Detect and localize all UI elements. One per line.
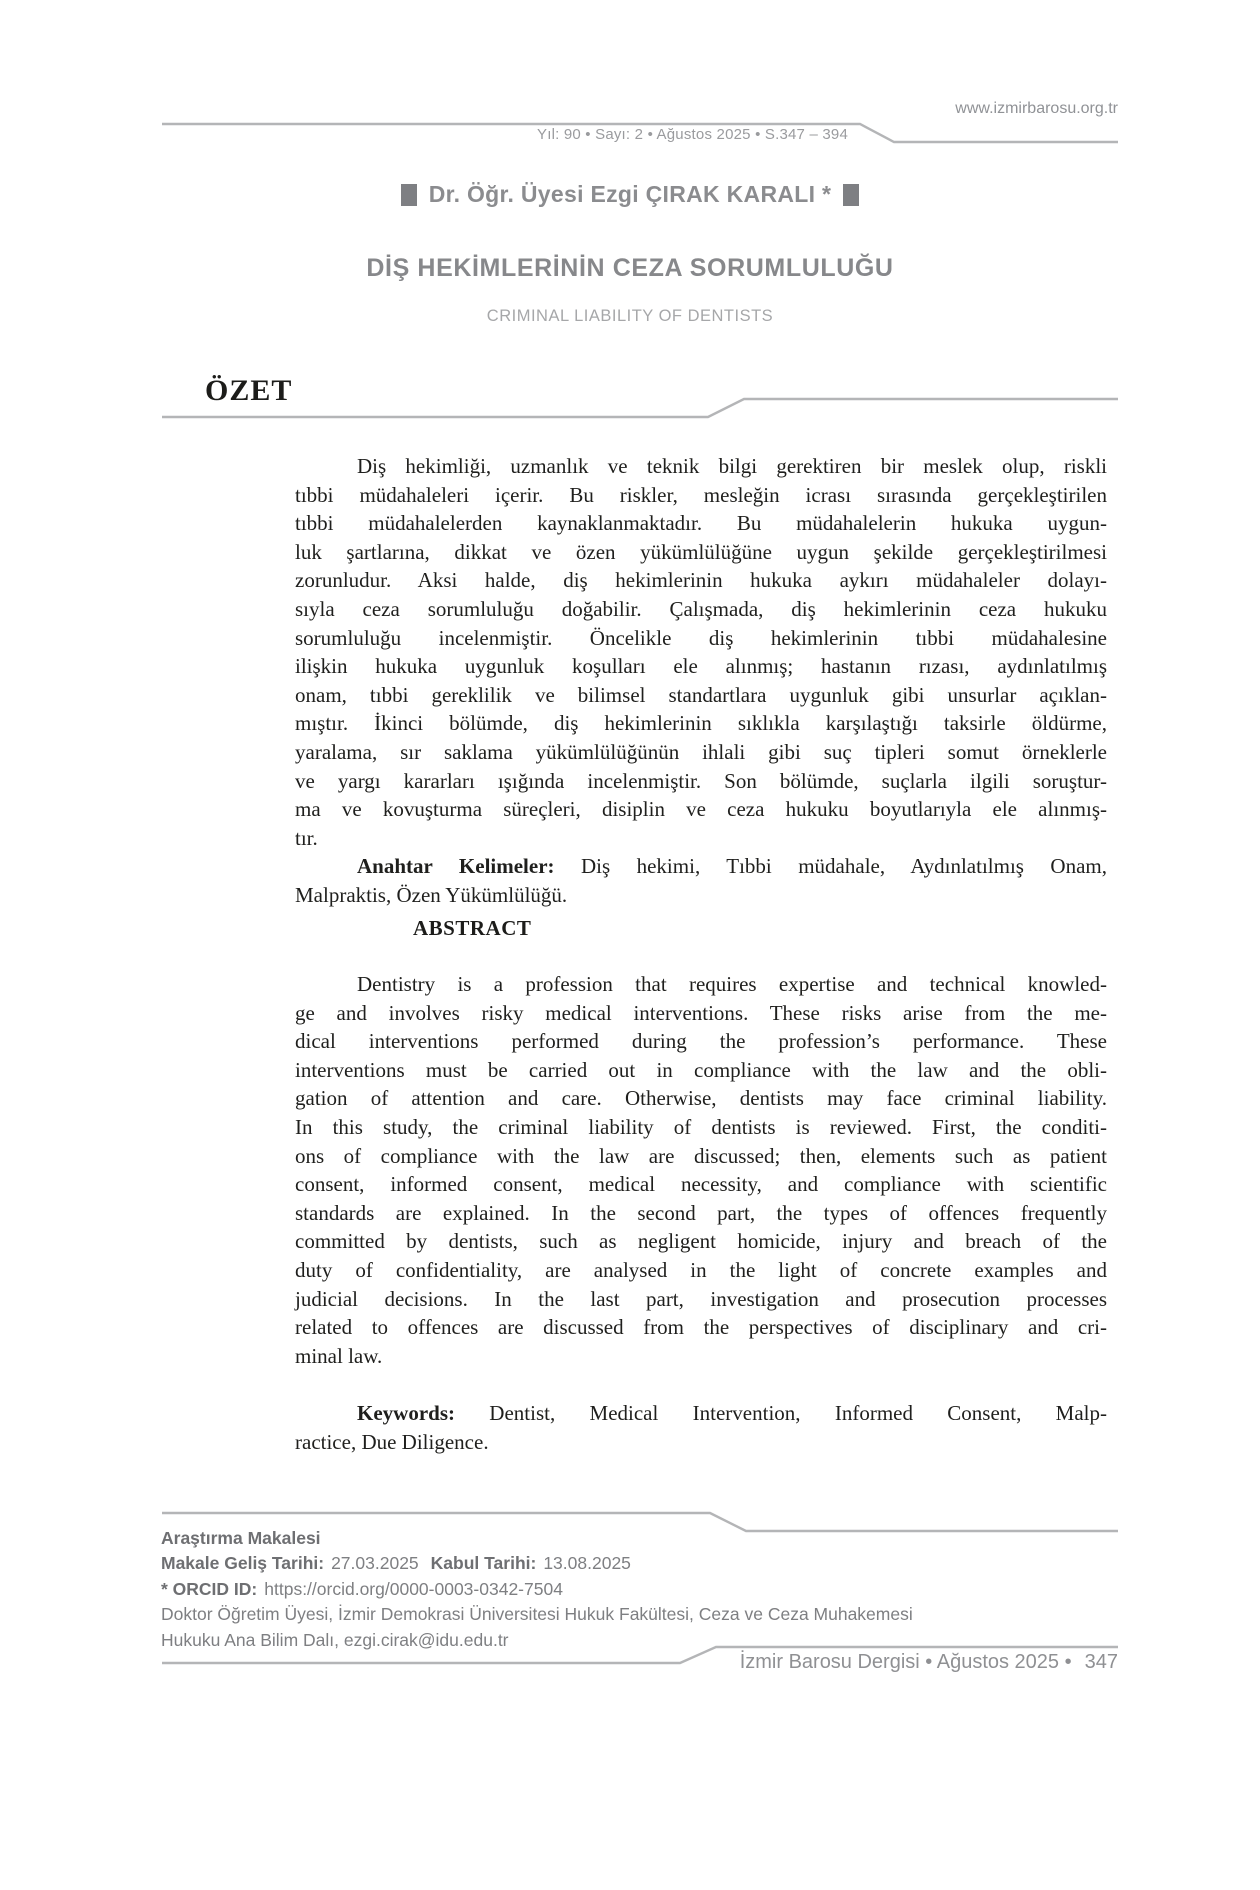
text-line: zorunludur. Aksi halde, diş hekimlerinin hukuka aykırı müdahaleler dolayı- xyxy=(295,568,1107,593)
text-line: dical interventions performed during the profession’s performance. These xyxy=(295,1029,1107,1054)
keywords-en-label: Keywords: xyxy=(357,1401,455,1426)
journal-footer xyxy=(740,1651,1118,1674)
text-line: consent, informed consent, medical necessity, and compliance with scientific xyxy=(295,1172,1107,1197)
affiliation-text: Hukuku Ana Bilim Dalı, xyxy=(161,1629,344,1650)
text-line: ma ve kovuşturma süreçleri, disiplin ve ceza hukuku boyutlarıyla ele alınmış- xyxy=(295,797,1107,822)
author-marker-right-square-icon xyxy=(843,184,859,206)
dates-line xyxy=(161,1551,1119,1576)
text-line: tıbbi müdahaleleri içerir. Bu riskler, mesleğin icrası sırasında gerçekleştirilen xyxy=(295,482,1107,507)
journal-name-date: İzmir Barosu Dergisi • Ağustos 2025 • xyxy=(739,1651,1072,1673)
keywords-tr-line xyxy=(295,852,1107,881)
text-line: duty of confidentiality, are analysed in the light of concrete examples and xyxy=(295,1257,1107,1282)
text-line: yaralama, sır saklama yükümlülüğünün ihlali gibi suç tipleri somut örneklerle xyxy=(295,739,1107,764)
text-line: luk şartlarına, dikkat ve özen yükümlülüğüne uygun şekilde gerçekleştirilmesi xyxy=(295,539,1107,564)
text-line: onam, tıbbi gereklilik ve bilimsel standartlara uygunluk gibi unsurlar açıklan- xyxy=(295,682,1107,707)
ozet-rule xyxy=(160,394,1120,422)
text-line: ons of compliance with the law are discussed; then, elements such as patient xyxy=(295,1143,1107,1168)
article-type xyxy=(161,1526,1119,1551)
article-title-en: CRIMINAL LIABILITY OF DENTISTS xyxy=(486,307,774,325)
article-type-label: Araştırma Makalesi xyxy=(161,1528,321,1548)
accepted-date: 13.08.2025 xyxy=(543,1553,631,1574)
author-marker-left-square-icon xyxy=(401,184,417,206)
affiliation-line-1: Doktor Öğretim Üyesi, İzmir Demokrasi Üniversitesi Hukuk Fakültesi, Ceza ve Ceza Muhakemesi xyxy=(161,1604,913,1625)
issue-info: Yıl: 90 • Sayı: 2 • Ağustos 2025 • S.347 – 394 xyxy=(537,126,848,143)
text-line: interventions must be carried out in compliance with the law and the obli- xyxy=(295,1057,1107,1082)
text-line: sorumluluğu incelenmiştir. Öncelikle diş hekimlerinin tıbbi müdahalesine xyxy=(295,625,1107,650)
accepted-label: Kabul Tarihi: xyxy=(430,1553,537,1574)
orcid-line xyxy=(161,1577,1119,1602)
article-metadata xyxy=(161,1526,1119,1653)
author-name: Dr. Öğr. Üyesi Ezgi ÇIRAK KARALI * xyxy=(428,181,832,207)
keywords-tr-text: Diş hekimi, Tıbbi müdahale, Aydınlatılmış Onam, xyxy=(554,854,1107,879)
text-line: related to offences are discussed from the perspectives of disciplinary and cri- xyxy=(295,1315,1107,1340)
orcid-url[interactable]: https://orcid.org/0000-0003-0342-7504 xyxy=(264,1578,563,1599)
abstract-en xyxy=(295,970,1107,1457)
keywords-en-text: Dentist, Medical Intervention, Informed Consent, Malp- xyxy=(455,1401,1107,1426)
keywords-en-line xyxy=(295,1399,1107,1428)
text-line: minal law. xyxy=(295,1343,383,1368)
text-line: sıyla ceza sorumluluğu doğabilir. Çalışmada, diş hekimlerinin ceza hukuku xyxy=(295,596,1107,621)
author-line xyxy=(0,181,1260,208)
ozet-heading: ÖZET xyxy=(205,374,293,407)
article-title-tr: DİŞ HEKİMLERİNİN CEZA SORUMLULUĞU xyxy=(366,254,894,282)
orcid-label: * ORCID ID: xyxy=(161,1578,258,1599)
text-line: ilişkin hukuka uygunluk koşulları ele alınmış; hastanın rızası, aydınlatılmış xyxy=(295,654,1107,679)
keywords-tr-line: Malpraktis, Özen Yükümlülüğü. xyxy=(295,882,568,907)
text-line: tıbbi müdahalelerden kaynaklanmaktadır. Bu müdahalelerin hukuka uygun- xyxy=(295,511,1107,536)
text-line: ge and involves risky medical interventions. These risks arise from the me- xyxy=(295,1000,1107,1025)
text-line: tır. xyxy=(295,825,318,850)
keywords-en-line: ractice, Due Diligence. xyxy=(295,1429,489,1454)
abstract-heading: ABSTRACT xyxy=(413,916,532,940)
received-label: Makale Geliş Tarihi: xyxy=(161,1553,325,1574)
text-line: Diş hekimliği, uzmanlık ve teknik bilgi gerektiren bir meslek olup, riskli xyxy=(357,454,1107,478)
text-line: Dentistry is a profession that requires expertise and technical knowled- xyxy=(357,972,1107,996)
page-number: 347 xyxy=(1084,1651,1118,1673)
website-link[interactable]: www.izmirbarosu.org.tr xyxy=(955,100,1118,117)
text-line: ve yargı kararları ışığında incelenmiştir. Son bölümde, suçlarla ilgili soruştur- xyxy=(295,768,1107,793)
received-date: 27.03.2025 xyxy=(331,1553,419,1574)
author-email[interactable]: ezgi.cirak@idu.edu.tr xyxy=(343,1629,509,1650)
text-line: standards are explained. In the second part, the types of offences frequently xyxy=(295,1200,1107,1225)
text-line: committed by dentists, such as negligent homicide, injury and breach of the xyxy=(295,1229,1107,1254)
text-line: gation of attention and care. Otherwise, dentists may face criminal liability. xyxy=(295,1086,1107,1111)
abstract-tr xyxy=(295,452,1107,910)
text-line: mıştır. İkinci bölümde, diş hekimlerinin sıklıkla karşılaştığı taksirle öldürme, xyxy=(295,711,1107,736)
text-line: In this study, the criminal liability of dentists is reviewed. First, the conditi- xyxy=(295,1114,1107,1139)
text-line: judicial decisions. In the last part, investigation and prosecution processes xyxy=(295,1286,1107,1311)
keywords-tr-label: Anahtar Kelimeler: xyxy=(357,854,555,879)
